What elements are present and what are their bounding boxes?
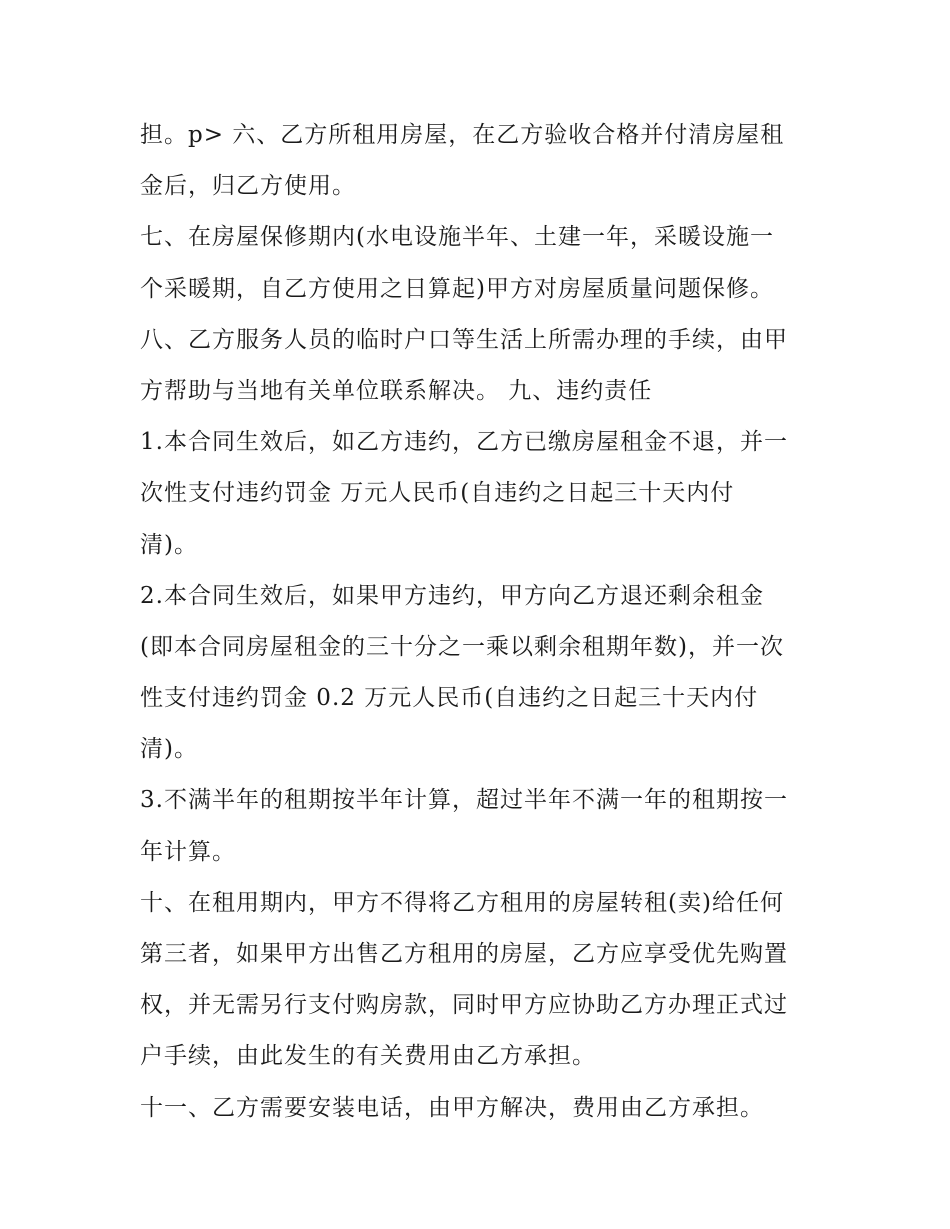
- text-line: 十、在租用期内，甲方不得将乙方租用的房屋转租(卖)给任何: [140, 889, 784, 916]
- text-line: 2.本合同生效后，如果甲方违约，甲方向乙方退还剩余租金: [140, 582, 764, 609]
- document-body: [140, 110, 820, 1134]
- text-line: 户手续，由此发生的有关费用由乙方承担。: [140, 1043, 596, 1070]
- text-line: 七、在房屋保修期内(水电设施半年、土建一年，采暖设施一: [140, 224, 774, 251]
- text-line: 权，并无需另行支付购房款，同时甲方应协助乙方办理正式过: [140, 992, 788, 1019]
- text-line: 1.本合同生效后，如乙方违约，乙方已缴房屋租金不退，并一: [140, 429, 788, 456]
- text-line: 年计算。: [140, 838, 236, 865]
- text-line: 八、乙方服务人员的临时户口等生活上所需办理的手续，由甲: [140, 326, 788, 353]
- text-line: 十一、乙方需要安装电话，由甲方解决，费用由乙方承担。: [140, 1094, 764, 1121]
- text-line: 清)。: [140, 736, 198, 763]
- text-line: 第三者，如果甲方出售乙方租用的房屋，乙方应享受优先购置: [140, 941, 788, 967]
- text-line: 担。p> 六、乙方所租用房屋，在乙方验收合格并付清房屋租: [140, 122, 785, 148]
- text-line: 3.不满半年的租期按半年计算，超过半年不满一年的租期按一: [140, 787, 788, 814]
- text-line: (即本合同房屋租金的三十分之一乘以剩余租期年数)，并一次: [140, 633, 784, 660]
- text-line: 清)。: [140, 531, 198, 558]
- text-line: 个采暖期，自乙方使用之日算起)甲方对房屋质量问题保修。: [140, 275, 774, 302]
- text-line: 性支付违约罚金 0.2 万元人民币(自违约之日起三十天内付: [140, 685, 759, 712]
- text-line: 次性支付违约罚金 万元人民币(自违约之日起三十天内付: [140, 480, 735, 507]
- text-line: 金后，归乙方使用。: [140, 173, 356, 200]
- text-line: 方帮助与当地有关单位联系解决。 九、违约责任: [140, 377, 653, 404]
